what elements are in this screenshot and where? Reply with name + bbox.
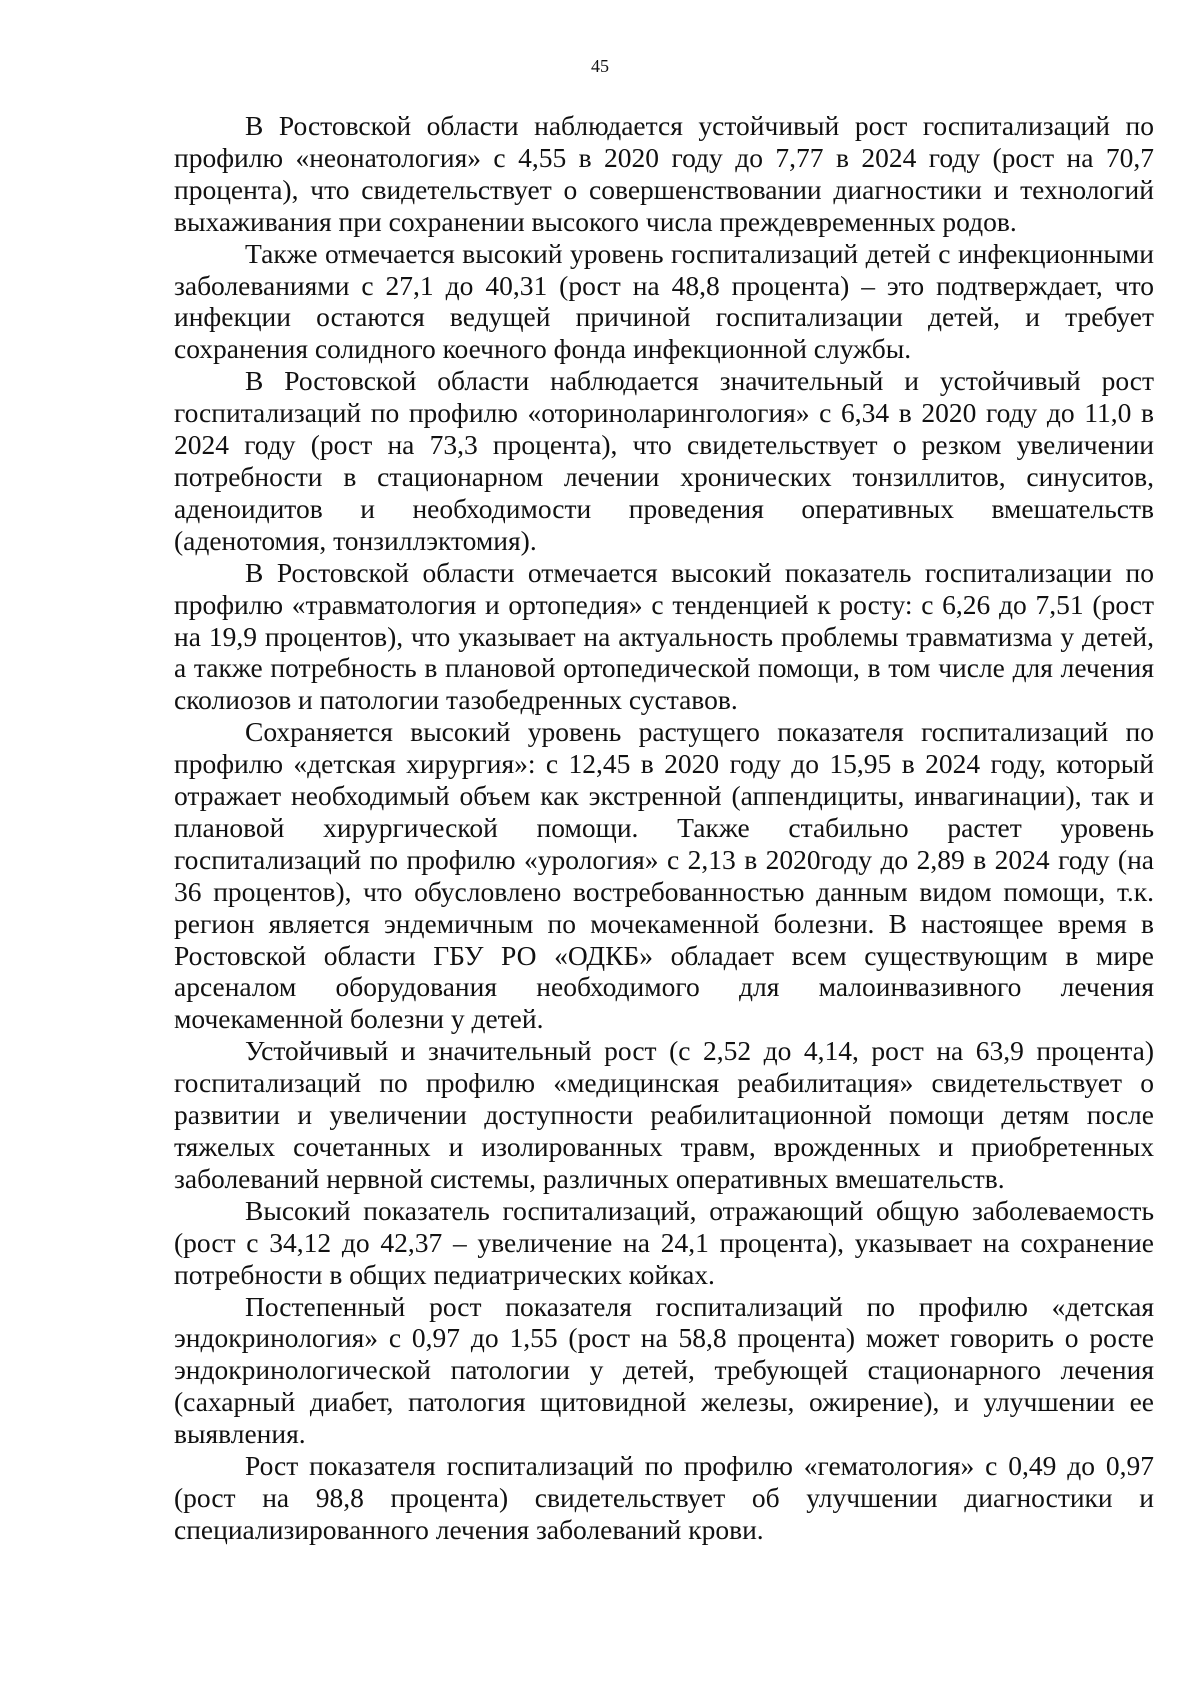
- paragraph-hematology: Рост показателя госпитализаций по профилю «гематология» с 0,49 до 0,97 (рост на 98,8 процента) свидетельствует об улучшении диагностики и специализированного лечения заболеваний крови.: [174, 1450, 1154, 1545]
- paragraph-rehabilitation: Устойчивый и значительный рост (с 2,52 до 4,14, рост на 63,9 процента) госпитализаций по профилю «медицинская реабилитация» свидетельствует о развитии и увеличении доступности реабилитационной помощи детям после тяжелых сочетанных и изолированных травм, врожденных и приобретенных заболеваний нервной системы, различных оперативных вмешательств.: [174, 1035, 1154, 1194]
- paragraph-surgery-urology: Сохраняется высокий уровень растущего показателя госпитализаций по профилю «детская хирургия»: с 12,45 в 2020 году до 15,95 в 2024 году, который отражает необходимый объем как экстренной (аппендициты, инвагинации), так и плановой хирургической помощи. Также стабильно растет уровень госпитализаций по профилю «урология» с 2,13 в 2020году до 2,89 в 2024 году (на 36 процентов), что обусловлено востребованностью данным видом помощи, т.к. регион является эндемичным по мочекаменной болезни. В настоящее время в Ростовской области ГБУ РО «ОДКБ» обладает всем существующим в мире арсеналом оборудования необходимого для малоинвазивного лечения мочекаменной болезни у детей.: [174, 716, 1154, 1035]
- document-body: [174, 110, 1154, 1546]
- paragraph-otorhinolaryngology: В Ростовской области наблюдается значительный и устойчивый рост госпитализаций по профилю «оториноларингология» с 6,34 в 2020 году до 11,0 в 2024 году (рост на 73,3 процента), что свидетельствует о резком увеличении потребности в стационарном лечении хронических тонзиллитов, синуситов, аденоидитов и необходимости проведения оперативных вмешательств (аденотомия, тонзиллэктомия).: [174, 365, 1154, 556]
- paragraph-traumatology: В Ростовской области отмечается высокий показатель госпитализации по профилю «травматология и ортопедия» с тенденцией к росту: с 6,26 до 7,51 (рост на 19,9 процентов), что указывает на актуальность проблемы травматизма у детей, а также потребность в плановой ортопедической помощи, в том числе для лечения сколиозов и патологии тазобедренных суставов.: [174, 556, 1154, 716]
- paragraph-endocrinology: Постепенный рост показателя госпитализаций по профилю «детская эндокринология» с 0,97 до 1,55 (рост на 58,8 процента) может говорить о росте эндокринологической патологии у детей, требующей стационарного лечения (сахарный диабет, патология щитовидной железы, ожирение), и улучшении ее выявления.: [174, 1290, 1154, 1450]
- paragraph-infectious-diseases: Также отмечается высокий уровень госпитализаций детей с инфекционными заболеваниями с 27,1 до 40,31 (рост на 48,8 процента) – это подтверждает, что инфекции остаются ведущей причиной госпитализации детей, и требует сохранения солидного коечного фонда инфекционной службы.: [174, 237, 1154, 365]
- paragraph-general-pediatrics: Высокий показатель госпитализаций, отражающий общую заболеваемость (рост с 34,12 до 42,37 – увеличение на 24,1 процента), указывает на сохранение потребности в общих педиатрических койках.: [174, 1194, 1154, 1290]
- paragraph-neonatology: В Ростовской области наблюдается устойчивый рост госпитализаций по профилю «неонатология» с 4,55 в 2020 году до 7,77 в 2024 году (рост на 70,7 процента), что свидетельствует о совершенствовании диагностики и технологий выхаживания при сохранении высокого числа преждевременных родов.: [174, 110, 1154, 237]
- page-number: 45: [591, 56, 609, 76]
